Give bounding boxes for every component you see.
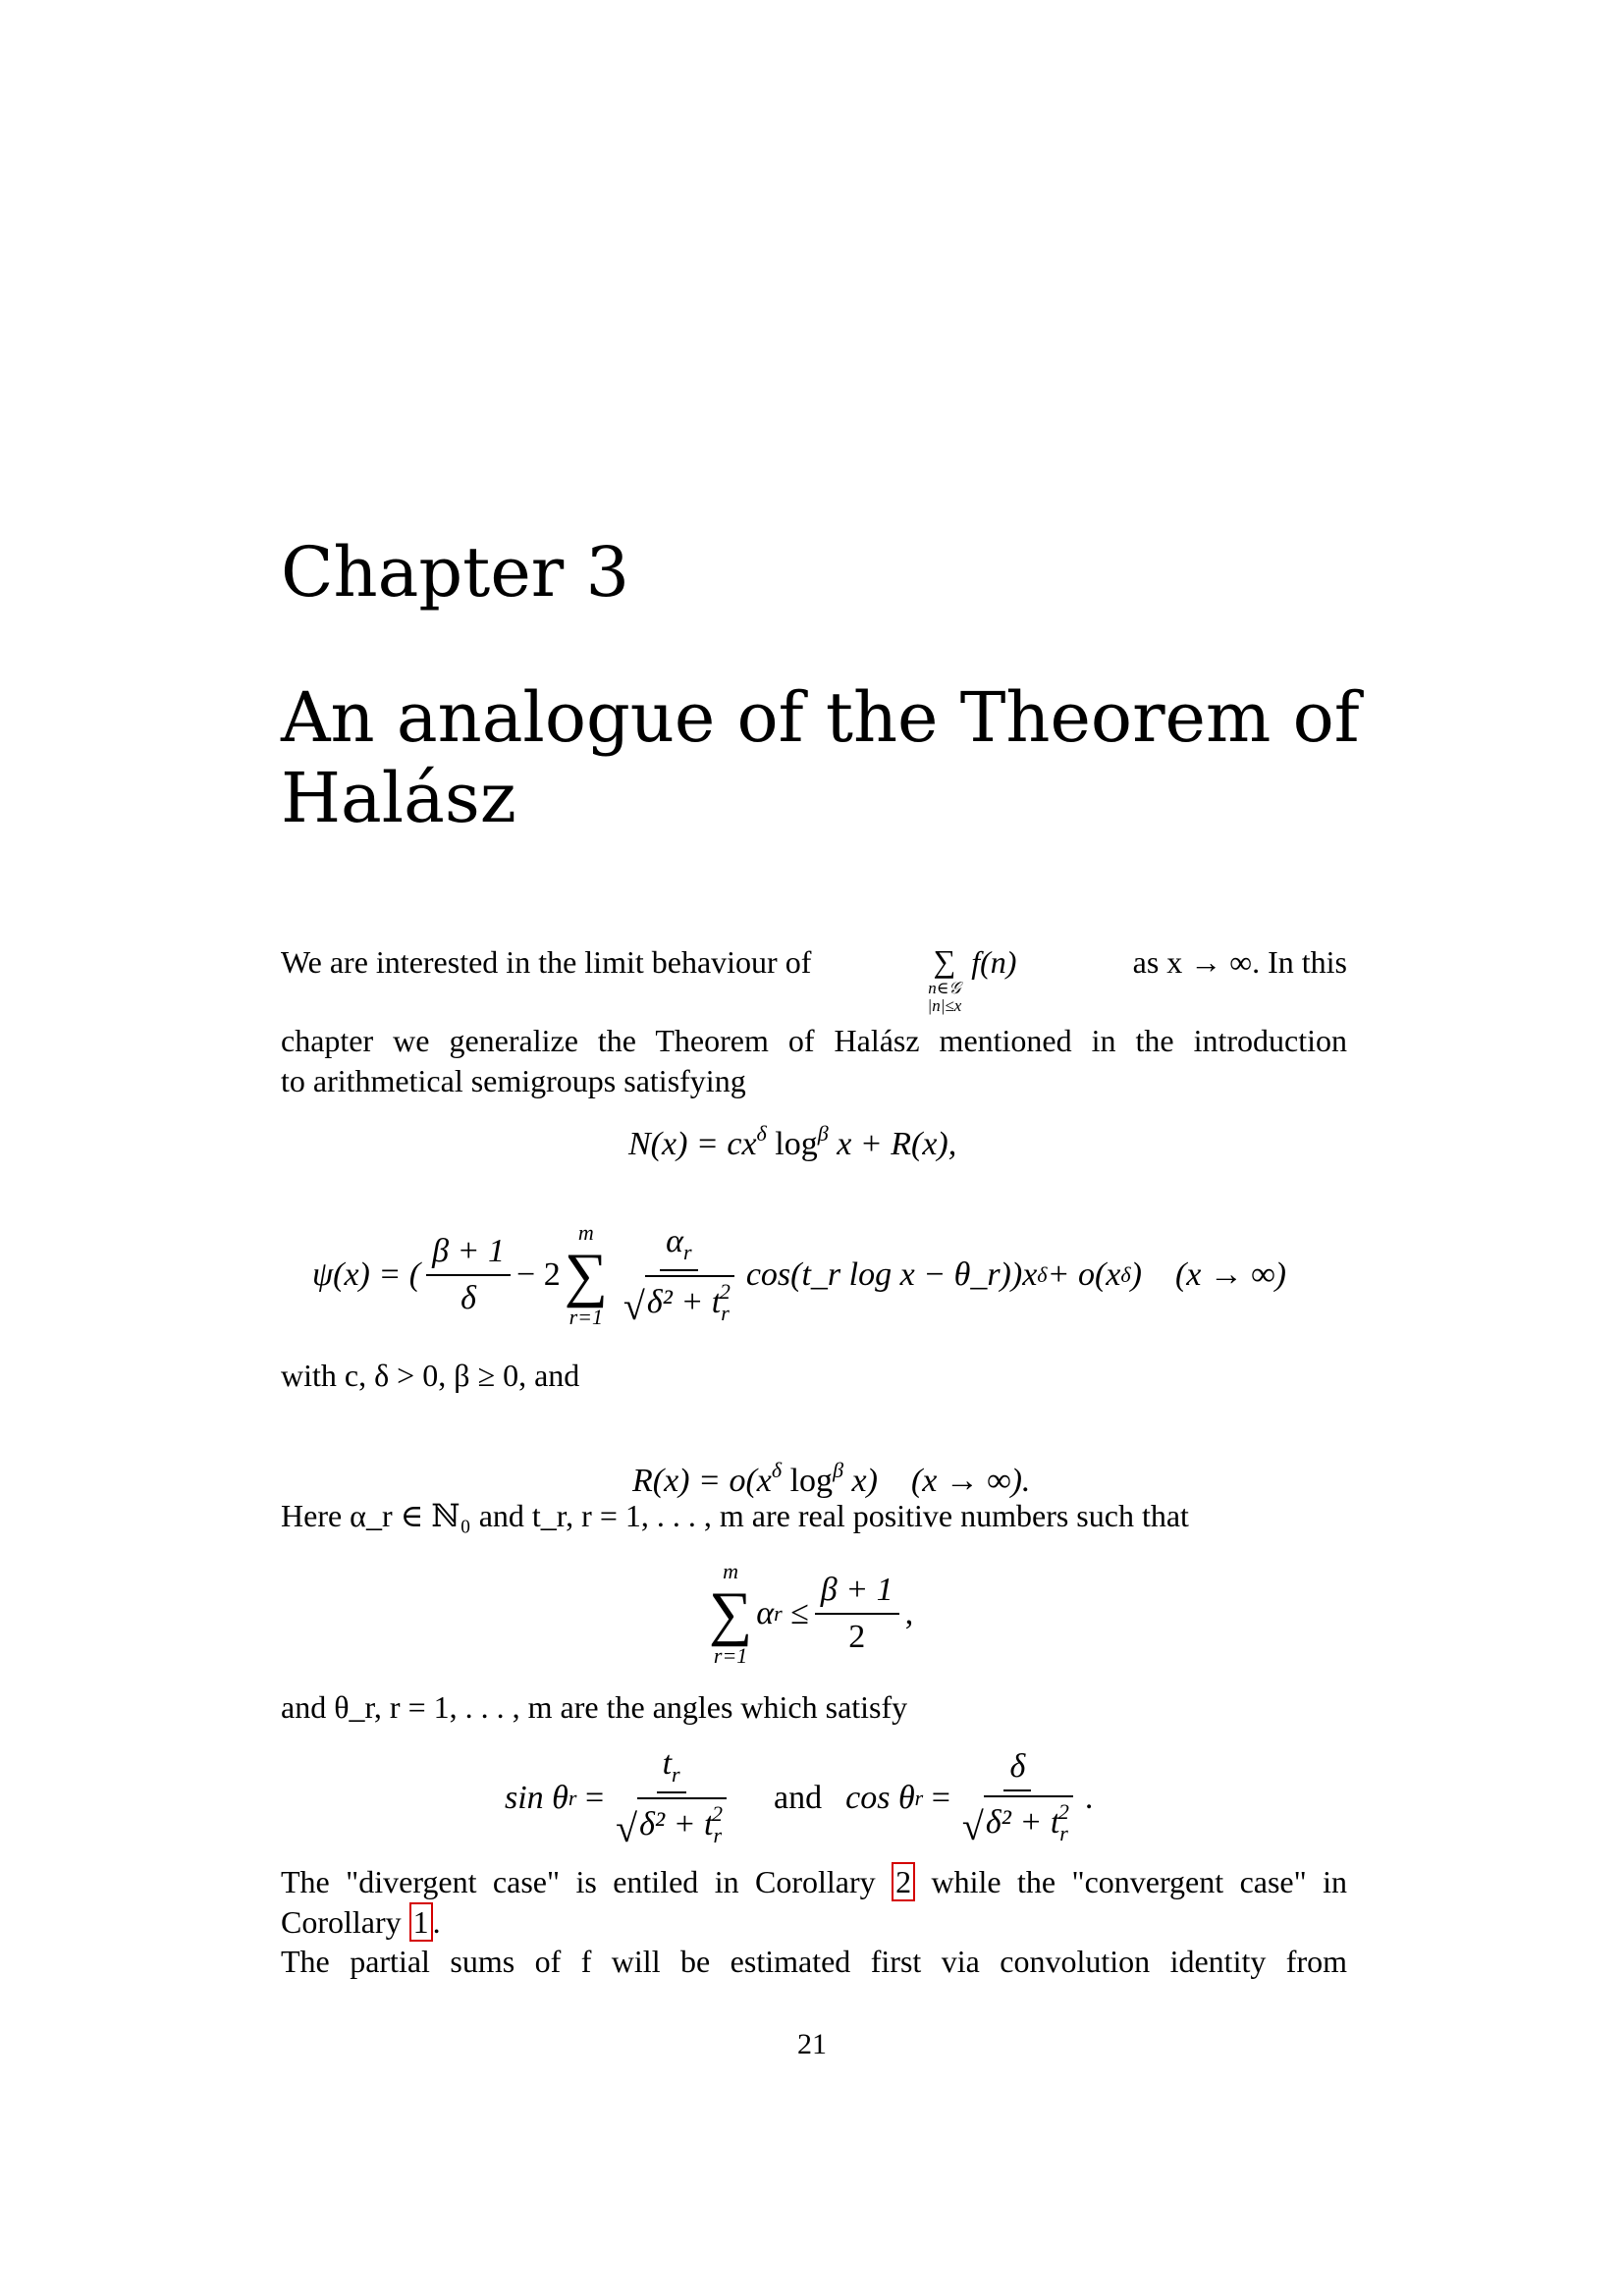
equation-alpha-sum-upper: m xyxy=(723,1559,739,1583)
page-number: 21 xyxy=(797,2028,827,2060)
equation-alpha-term-sub: r xyxy=(774,1601,783,1626)
equation-alpha-leq: ≤ xyxy=(782,1595,809,1631)
equation-R-log: log xyxy=(782,1463,834,1499)
intro-line-3: to arithmetical semigroups satisfying xyxy=(281,1063,746,1098)
divergent-suffix: while the "convergent case" in xyxy=(915,1864,1348,1899)
divergent-line xyxy=(281,1862,1347,1901)
equation-sin-sub: r xyxy=(568,1785,577,1810)
intro-sum xyxy=(928,942,962,1015)
equation-psi-frac-beta xyxy=(426,1233,511,1317)
intro-fn: f(n) xyxy=(971,944,1017,980)
intro-sigma: ∑ xyxy=(933,943,956,979)
intro-line-1-prefix: We are interested in the limit behaviour of xyxy=(281,944,812,980)
intro-line-1-suffix: as x → ∞. In this xyxy=(1132,944,1347,980)
equation-alpha-term: α xyxy=(756,1595,775,1631)
divergent-prefix: The "divergent case" is entiled in Corollary xyxy=(281,1864,893,1899)
equation-psi-tail-end: ) (x → ∞) xyxy=(1130,1256,1286,1293)
equation-sin-sqrt xyxy=(616,1797,727,1848)
equation-psi-sqrt xyxy=(623,1275,734,1326)
equation-psi-frac-alpha-den xyxy=(618,1271,740,1328)
equation-psi xyxy=(312,1220,1286,1330)
angles-line: and θ_r, r = 1, . . . , m are the angles which satisfy xyxy=(281,1689,908,1725)
sqrt-radical-icon: √ xyxy=(961,1803,984,1848)
equation-sin-eq: = xyxy=(576,1779,605,1816)
equation-alpha-frac xyxy=(815,1572,899,1656)
equation-psi-lhs: ψ(x) = ( xyxy=(312,1256,421,1293)
equation-N-sup-delta: δ xyxy=(756,1121,767,1146)
corollary-2-link[interactable]: 2 xyxy=(892,1862,915,1901)
equation-cos-sqrt-sup: 2 xyxy=(1057,1798,1069,1824)
corollary-line xyxy=(281,1902,1347,1942)
equation-psi-minus: − 2 xyxy=(516,1256,561,1293)
chapter-title-line-1: An analogue of the Theorem of xyxy=(281,677,1360,758)
intro-sum-expression xyxy=(928,942,1017,1015)
intro-sum-lower-1: n∈𝒢 xyxy=(928,979,961,997)
equation-psi-alpha-sub: r xyxy=(683,1239,692,1264)
equation-psi-frac-alpha-num xyxy=(660,1223,697,1271)
equation-R-lhs: R(x) = o(x xyxy=(632,1463,772,1499)
equation-N-rhs: x + R(x), xyxy=(828,1126,957,1162)
equation-alpha-sum-symbol xyxy=(709,1559,752,1669)
equation-cos-sqrt-text: δ² + t xyxy=(985,1803,1060,1841)
equation-cos-sqrt-sub: r xyxy=(1059,1820,1068,1845)
equation-cos-frac-num: δ xyxy=(1003,1748,1031,1791)
equation-cos-eq: = xyxy=(923,1779,950,1816)
intro-line-2: chapter we generalize the Theorem of Halász mentioned in the introduction xyxy=(281,1023,1347,1058)
equation-cos-frac-den xyxy=(956,1791,1079,1848)
equation-and-word: and xyxy=(774,1779,823,1816)
equation-psi-sum-upper: m xyxy=(577,1220,594,1245)
with-line: with c, δ > 0, β ≥ 0, and xyxy=(281,1358,580,1393)
equation-alpha-frac-num: β + 1 xyxy=(815,1572,899,1615)
equation-sin-sqrt-sub: r xyxy=(713,1823,723,1847)
equation-cos-sub: r xyxy=(914,1785,924,1810)
equation-N-sup-beta: β xyxy=(817,1121,829,1146)
equation-psi-sum-lower: r=1 xyxy=(568,1305,604,1329)
equation-psi-tail: + o(x xyxy=(1047,1256,1121,1293)
corollary-suffix: . xyxy=(432,1904,441,1940)
equation-R-sup-delta: δ xyxy=(771,1458,783,1482)
equation-psi-sqrt-content xyxy=(645,1275,734,1326)
equation-alpha-comma: , xyxy=(904,1595,914,1631)
chapter-title xyxy=(281,677,1380,838)
equation-psi-cos-term: cos(t_r log x − θ_r))x xyxy=(745,1256,1038,1293)
equation-R-sup-beta: β xyxy=(833,1458,844,1482)
equation-cos-frac xyxy=(956,1748,1079,1848)
equation-psi-sqrt-sup: 2 xyxy=(719,1278,731,1304)
equation-R-rhs: x) (x → ∞). xyxy=(843,1463,1031,1499)
equation-sin-t-sub: r xyxy=(672,1762,680,1787)
equation-sin-frac-num xyxy=(657,1745,686,1793)
equation-sin-sqrt-content xyxy=(637,1797,727,1848)
equation-alpha-frac-den: 2 xyxy=(848,1619,866,1655)
equation-psi-sqrt-text: δ² + t xyxy=(646,1283,722,1320)
equation-psi-sigma: ∑ xyxy=(564,1242,608,1308)
equation-sin-lhs: sin θ xyxy=(505,1779,568,1816)
equation-alpha-sum-lower: r=1 xyxy=(713,1643,748,1668)
equation-alpha-sigma: ∑ xyxy=(709,1580,753,1647)
equation-sin-sqrt-text: δ² + t xyxy=(639,1806,714,1842)
equation-cos-period: . xyxy=(1084,1779,1094,1816)
equation-sin-sqrt-sup: 2 xyxy=(712,1801,724,1826)
sqrt-radical-icon: √ xyxy=(623,1283,645,1328)
partial-sums-line: The partial sums of f will be estimated first via convolution identity from xyxy=(281,1944,1347,1979)
equation-psi-frac-alpha xyxy=(618,1223,740,1328)
equation-psi-cos-sup: δ xyxy=(1037,1262,1048,1287)
equation-sin-frac xyxy=(610,1745,732,1850)
intro-sum-lower-2: |n|≤x xyxy=(927,996,962,1015)
equation-psi-frac-beta-den: δ xyxy=(460,1280,476,1316)
equation-psi-alpha: α xyxy=(666,1222,683,1259)
equation-sin-cos xyxy=(505,1745,1093,1850)
here-line: Here α_r ∈ ℕ₀ and t_r, r = 1, . . . , m are real positive numbers such that xyxy=(281,1498,1189,1533)
equation-alpha-sum xyxy=(705,1559,913,1669)
equation-N-log: log xyxy=(766,1126,818,1162)
equation-sin-frac-den xyxy=(610,1793,732,1850)
equation-psi-sum xyxy=(565,1220,608,1330)
equation-N xyxy=(628,1121,956,1163)
equation-cos-lhs: cos θ xyxy=(845,1779,915,1816)
equation-N-lhs: N(x) = cx xyxy=(628,1126,757,1162)
chapter-title-line-2: Halász xyxy=(281,758,516,838)
equation-psi-tail-sup: δ xyxy=(1120,1262,1131,1287)
equation-sin-t: t xyxy=(662,1745,673,1782)
corollary-1-link[interactable]: 1 xyxy=(409,1902,433,1942)
equation-psi-frac-beta-num: β + 1 xyxy=(426,1233,511,1276)
equation-cos-sqrt-content xyxy=(984,1795,1073,1846)
intro-line-1 xyxy=(281,942,1347,1015)
equation-psi-sqrt-sub: r xyxy=(721,1300,730,1325)
sqrt-radical-icon: √ xyxy=(616,1806,638,1850)
corollary-prefix: Corollary xyxy=(281,1904,409,1940)
equation-cos-sqrt xyxy=(962,1795,1073,1846)
chapter-label: Chapter 3 xyxy=(281,532,629,613)
